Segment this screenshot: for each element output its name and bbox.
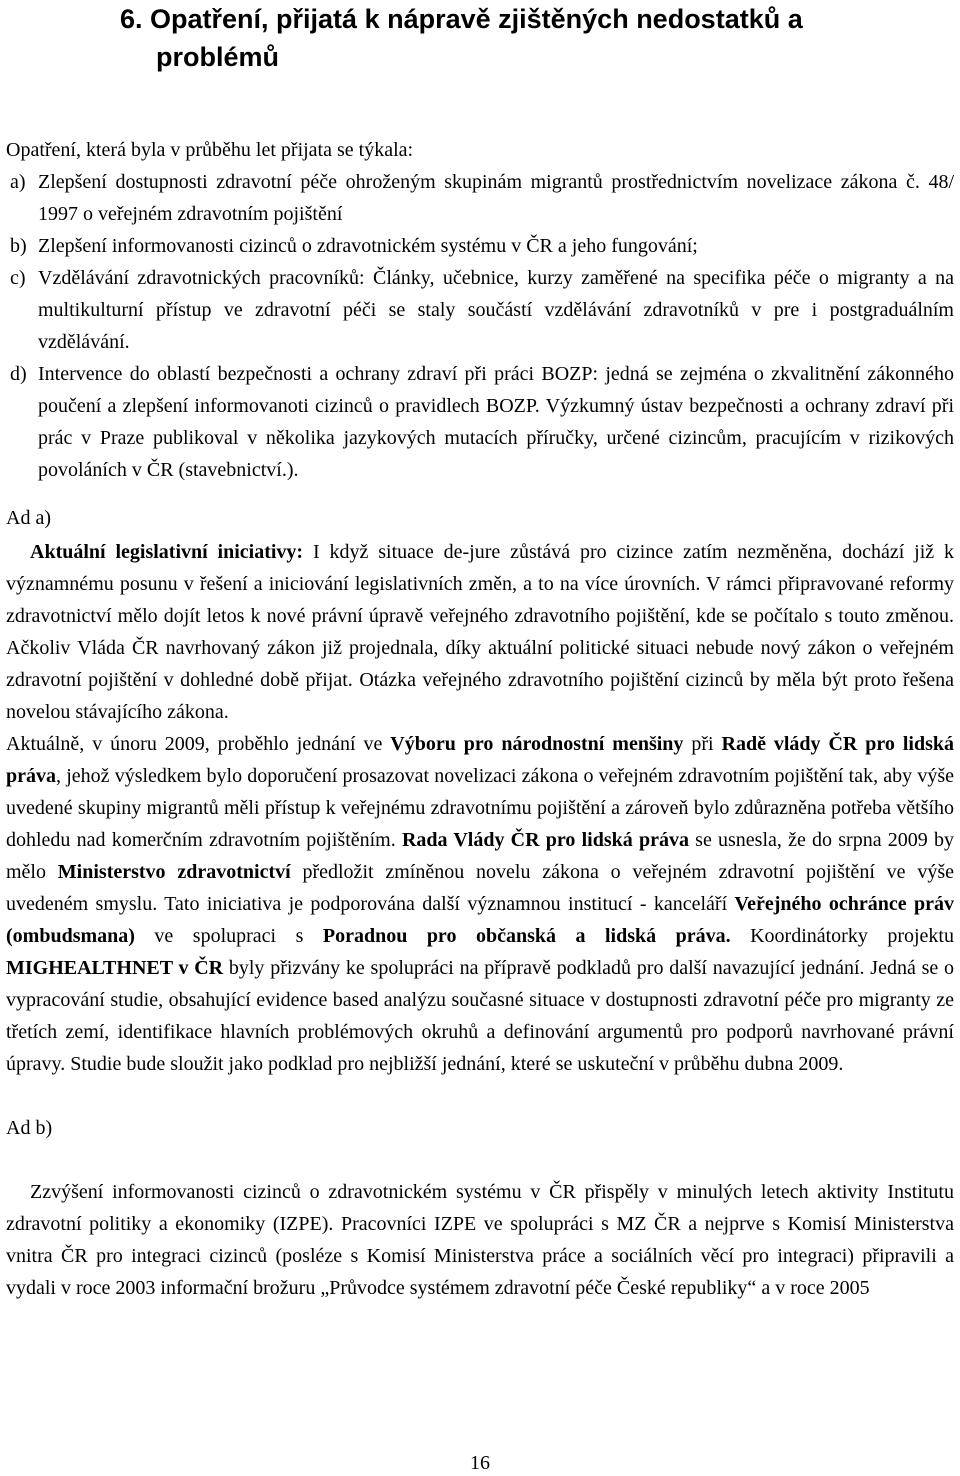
list-marker: d) xyxy=(10,363,27,385)
document-body xyxy=(6,134,954,1304)
emphasis-ombudsman: Veřejného ochránce práv (ombudsmana) xyxy=(6,893,954,947)
list-item xyxy=(6,358,954,486)
list-item-text: Zlepšení informovanosti cizinců o zdravotnickém systému v ČR a jeho fungování; xyxy=(38,235,698,257)
ad-a-paragraph-1-text: I když situace de-jure zůstává pro cizince zatím nezměněna, dochází již k významnému posunu v řešení a iniciování legislativních změn, a to na více úrovních. V rámci připravované reformy zdravotnictví mělo dojít letos k nové právní úpravě veřejného zdravotního pojištění, kde se počítalo s touto změnou. Ačkoliv Vláda ČR navrhovaný zákon již projednala, díky aktuální politické situaci nebude nový zákon o veřejném zdravotní pojištění v dohledné době přijat. Otázka veřejného zdravotního pojištění cizinců by měla být proto řešena novelou stávajícího zákona. xyxy=(6,541,954,723)
list-marker: b) xyxy=(10,235,27,257)
emphasis-project: MIGHEALTHNET v ČR xyxy=(6,957,224,979)
emphasis-ministry: Ministerstvo zdravotnictví xyxy=(57,861,291,883)
emphasis-council-2: Rada Vlády ČR pro lidská práva xyxy=(401,829,689,851)
text-span: ve spolupraci s xyxy=(134,925,323,947)
emphasis-advisory: Poradnou pro občanská a lidská práva. xyxy=(322,925,731,947)
section-heading xyxy=(120,0,940,76)
list-item xyxy=(6,262,954,358)
list-item-text: Intervence do oblastí bezpečnosti a ochrany zdraví při práci BOZP: jedná se zejména o zkvalitnění zákonného poučení a zlepšení informovanoti cizinců o pravidlech BOZP. Výzkumný ústav bezpečnosti a ochrany zdraví při prác v Praze publikoval v několika jazykových mutacích příručky, určené cizincům, pracujícím v rizikových povoláních v ČR (stavebnictví.). xyxy=(38,363,954,481)
text-span: předložit zmíněnou novelu zákona o veřejném zdravotní pojištění ve výše uvedeném smyslu. Tato iniciativa je podporována další významnou institucí - kanceláří xyxy=(6,861,954,915)
text-span: Koordinátorky projektu xyxy=(730,925,954,947)
ad-b-label: Ad b) xyxy=(6,1117,53,1139)
measures-list xyxy=(6,166,954,486)
list-item xyxy=(6,230,954,262)
section-heading-line-1: 6. Opatření, přijatá k nápravě zjištěných nedostatků a xyxy=(120,4,803,34)
ad-a-label: Ad a) xyxy=(6,507,51,529)
text-span: , jehož výsledkem bylo doporučení prosazovat novelizaci zákona o veřejném zdravotním pojištění tak, aby výše uvedené skupiny migrantů měli přístup k veřejnému zdravotnímu pojištění a zároveň bylo zdůrazněna potřeba většího dohledu nad komerčním zdravotním pojištěním. xyxy=(6,765,954,851)
list-item-text: Vzdělávání zdravotnických pracovníků: Články, učebnice, kurzy zaměřené na specifika péče o migranty a na multikulturní přístup ve zdravotní péči se staly součástí vzdělávání zdravotníků v pre i postgraduálním vzdělávání. xyxy=(38,267,954,353)
ad-b-paragraph-1: Zzvýšení informovanosti cizinců o zdravotnickém systému v ČR přispěly v minulých letech aktivity Institutu zdravotní politiky a ekonomiky (IZPE). Pracovníci IZPE ve spolupráci s MZ ČR a nejprve s Komisí Ministerstva vnitra ČR pro integraci cizinců (posléze s Komisí Ministerstva práce a sociálních věcí pro integraci) připravili a vydali v roce 2003 informační brožuru „Průvodce systémem zdravotní péče České republiky“ a v roce 2005 xyxy=(6,1181,954,1299)
list-marker: a) xyxy=(10,171,26,193)
intro-text: Opatření, která byla v průběhu let přijata se týkala: xyxy=(6,139,414,161)
page-number: 16 xyxy=(470,1452,490,1474)
emphasis-council: Radě vlády ČR pro lidská práva xyxy=(6,733,954,787)
list-item xyxy=(6,166,954,230)
ad-a-paragraph-2 xyxy=(6,728,954,1080)
text-span: se usnesla, že do srpna 2009 by mělo xyxy=(6,829,954,883)
text-span: Aktuálně, v únoru 2009, proběhlo jednání ve xyxy=(6,733,391,755)
section-heading-line-2: problémů xyxy=(156,42,280,72)
ad-a-paragraph-1 xyxy=(6,536,954,728)
text-span: byly přizvány ke spolupráci na přípravě podkladů pro další navazující jednání. Jedná se o vypracování studie, obsahující evidence based analýzu současné situace v dostupnosti zdravotní péče pro migranty ze třetích zemí, identifikace hlavních problémových okruhů a definování argumentů pro podporů navrhované právní úpravy. Studie bude sloužit jako podklad pro nejbližší jednání, které se uskuteční v průběhu dubna 2009. xyxy=(6,957,954,1075)
list-item-text: Zlepšení dostupnosti zdravotní péče ohroženým skupinám migrantů prostřednictvím novelizace zákona č. 48/ 1997 o veřejném zdravotním pojištění xyxy=(38,171,954,225)
text-span: při xyxy=(683,733,722,755)
list-marker: c) xyxy=(10,267,26,289)
legislative-initiatives-heading: Aktuální legislativní iniciativy: xyxy=(30,541,304,563)
emphasis-committee: Výboru pro národnostní menšiny xyxy=(390,733,684,755)
